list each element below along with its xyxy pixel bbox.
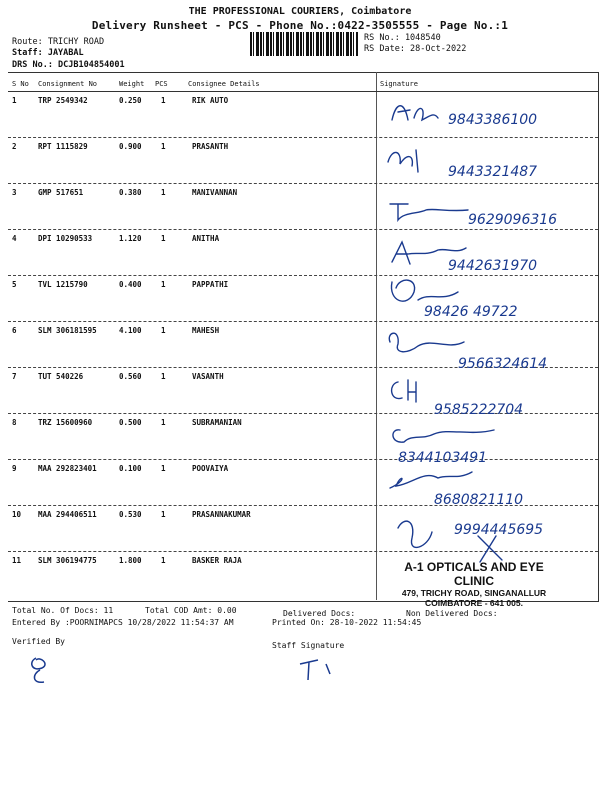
verifier-signature	[22, 650, 62, 690]
signature-8-mark	[393, 430, 494, 442]
cell-pcs: 1	[161, 142, 166, 151]
signature-1-mark	[392, 106, 438, 120]
header-consignee: Consignee Details	[188, 80, 260, 88]
rs-date: RS Date: 28-Oct-2022	[364, 44, 467, 54]
cell-pcs: 1	[161, 188, 166, 197]
cell-sno: 3	[12, 188, 17, 197]
cell-consignment: TRZ 15600960	[38, 418, 93, 427]
cell-sno: 5	[12, 280, 17, 289]
cell-consignee: POOVAIYA	[192, 464, 229, 473]
cell-consignment: MAA 294406511	[38, 510, 97, 519]
cell-consignment: MAA 292823401	[38, 464, 97, 473]
stamp-address-line2: COIMBATORE - 641 005.	[425, 598, 523, 608]
cell-consignee: PRASANNAKUMAR	[192, 510, 251, 519]
staff-signature-mark	[296, 650, 346, 686]
company-title: THE PROFESSIONAL COURIERS, Coimbatore	[188, 6, 412, 17]
staff-signature-label: Staff Signature	[272, 641, 345, 650]
header-signature: Signature	[380, 80, 418, 88]
cell-sno: 9	[12, 464, 17, 473]
cell-pcs: 1	[161, 326, 166, 335]
signature-7-mark	[392, 380, 416, 402]
header-weight: Weight	[119, 80, 145, 88]
handwritten-phone-1: 9843386100	[448, 112, 538, 128]
cell-consignee: VASANTH	[192, 372, 224, 381]
cell-weight: 1.800	[119, 556, 142, 565]
signature-9-mark	[390, 472, 472, 488]
signature-2-mark	[388, 150, 418, 172]
cell-weight: 0.560	[119, 372, 142, 381]
handwritten-phone-10: 9994445695	[454, 522, 544, 538]
cell-sno: 2	[12, 142, 17, 151]
total-cod: Total COD Amt: 0.00	[145, 606, 237, 615]
non-delivered-docs: Non Delivered Docs:	[406, 609, 498, 618]
cell-weight: 1.120	[119, 234, 142, 243]
cell-consignment: TVL 1215790	[38, 280, 88, 289]
cell-pcs: 1	[161, 280, 166, 289]
delivered-docs: Delivered Docs:	[283, 609, 356, 618]
cell-sno: 7	[12, 372, 17, 381]
handwritten-phone-7: 9585222704	[434, 402, 524, 418]
handwritten-phone-6: 9566324614	[458, 356, 548, 372]
cell-pcs: 1	[161, 464, 166, 473]
signature-5-mark	[391, 280, 458, 301]
stamp-name: A-1 OPTICALS AND EYE CLINIC	[404, 560, 544, 588]
cell-consignee: RIK AUTO	[192, 96, 229, 105]
barcode	[250, 32, 358, 56]
signature-column	[378, 92, 598, 602]
header-pcs: PCS	[155, 80, 168, 88]
printed-on: Printed On: 28-10-2022 11:54:45	[272, 618, 422, 627]
cell-consignee: BASKER RAJA	[192, 556, 242, 565]
stamp-address-line1: 479, TRICHY ROAD, SINGANALLUR	[401, 588, 547, 598]
cell-weight: 0.900	[119, 142, 142, 151]
cell-pcs: 1	[161, 418, 166, 427]
cell-pcs: 1	[161, 96, 166, 105]
route-label: Route: TRICHY ROAD	[12, 37, 105, 47]
handwritten-phone-9: 8680821110	[434, 492, 524, 508]
cell-sno: 10	[12, 510, 22, 519]
cell-consignee: MANIVANNAN	[192, 188, 238, 197]
cell-consignment: GMP 517651	[38, 188, 84, 197]
cell-consignee: PAPPATHI	[192, 280, 229, 289]
cell-pcs: 1	[161, 234, 166, 243]
runsheet-title: Delivery Runsheet - PCS - Phone No.:0422-3505555 - Page No.:1	[91, 19, 509, 32]
cell-weight: 0.530	[119, 510, 142, 519]
signature-6-mark	[389, 333, 464, 352]
cell-sno: 4	[12, 234, 17, 243]
cell-consignment: SLM 306181595	[38, 326, 97, 335]
total-docs: Total No. Of Docs: 11	[12, 606, 114, 615]
cell-sno: 8	[12, 418, 17, 427]
cell-consignment: SLM 306194775	[38, 556, 97, 565]
header-sno: S No	[12, 80, 29, 88]
cell-consignee: ANITHA	[192, 234, 220, 243]
cell-weight: 0.400	[119, 280, 142, 289]
cell-consignee: MAHESH	[192, 326, 220, 335]
cell-consignee: SUBRAMANIAN	[192, 418, 242, 427]
entered-by: Entered By :POORNIMAPCS 10/28/2022 11:54:37 AM	[12, 618, 234, 627]
cell-pcs: 1	[161, 372, 166, 381]
drs-number: DRS No.: DCJB104854001	[12, 60, 125, 70]
handwritten-phone-8: 8344103491	[398, 450, 488, 466]
signature-3-mark	[390, 204, 468, 220]
cell-sno: 11	[12, 556, 22, 565]
cell-weight: 0.500	[119, 418, 142, 427]
cell-pcs: 1	[161, 556, 166, 565]
handwritten-phone-3: 9629096316	[468, 212, 558, 228]
clinic-stamp	[386, 560, 562, 608]
header-consignment: Consignment No	[38, 80, 98, 88]
verified-by: Verified By	[12, 637, 65, 646]
cell-sno: 1	[12, 96, 17, 105]
cell-pcs: 1	[161, 510, 166, 519]
cell-weight: 4.100	[119, 326, 142, 335]
cell-weight: 0.380	[119, 188, 142, 197]
cell-consignment: TUT 540226	[38, 372, 84, 381]
cell-weight: 0.100	[119, 464, 142, 473]
cell-consignment: DPI 10290533	[38, 234, 93, 243]
cell-weight: 0.250	[119, 96, 142, 105]
staff-label: Staff: JAYABAL	[12, 48, 84, 58]
handwritten-phone-2: 9443321487	[448, 164, 538, 180]
handwritten-phone-5: 98426 49722	[424, 304, 518, 320]
cell-consignee: PRASANTH	[192, 142, 229, 151]
cell-sno: 6	[12, 326, 17, 335]
rs-number: RS No.: 1048540	[364, 33, 441, 43]
cell-consignment: TRP 2549342	[38, 96, 88, 105]
handwritten-phone-4: 9442631970	[448, 258, 538, 274]
cell-consignment: RPT 1115829	[38, 142, 88, 151]
